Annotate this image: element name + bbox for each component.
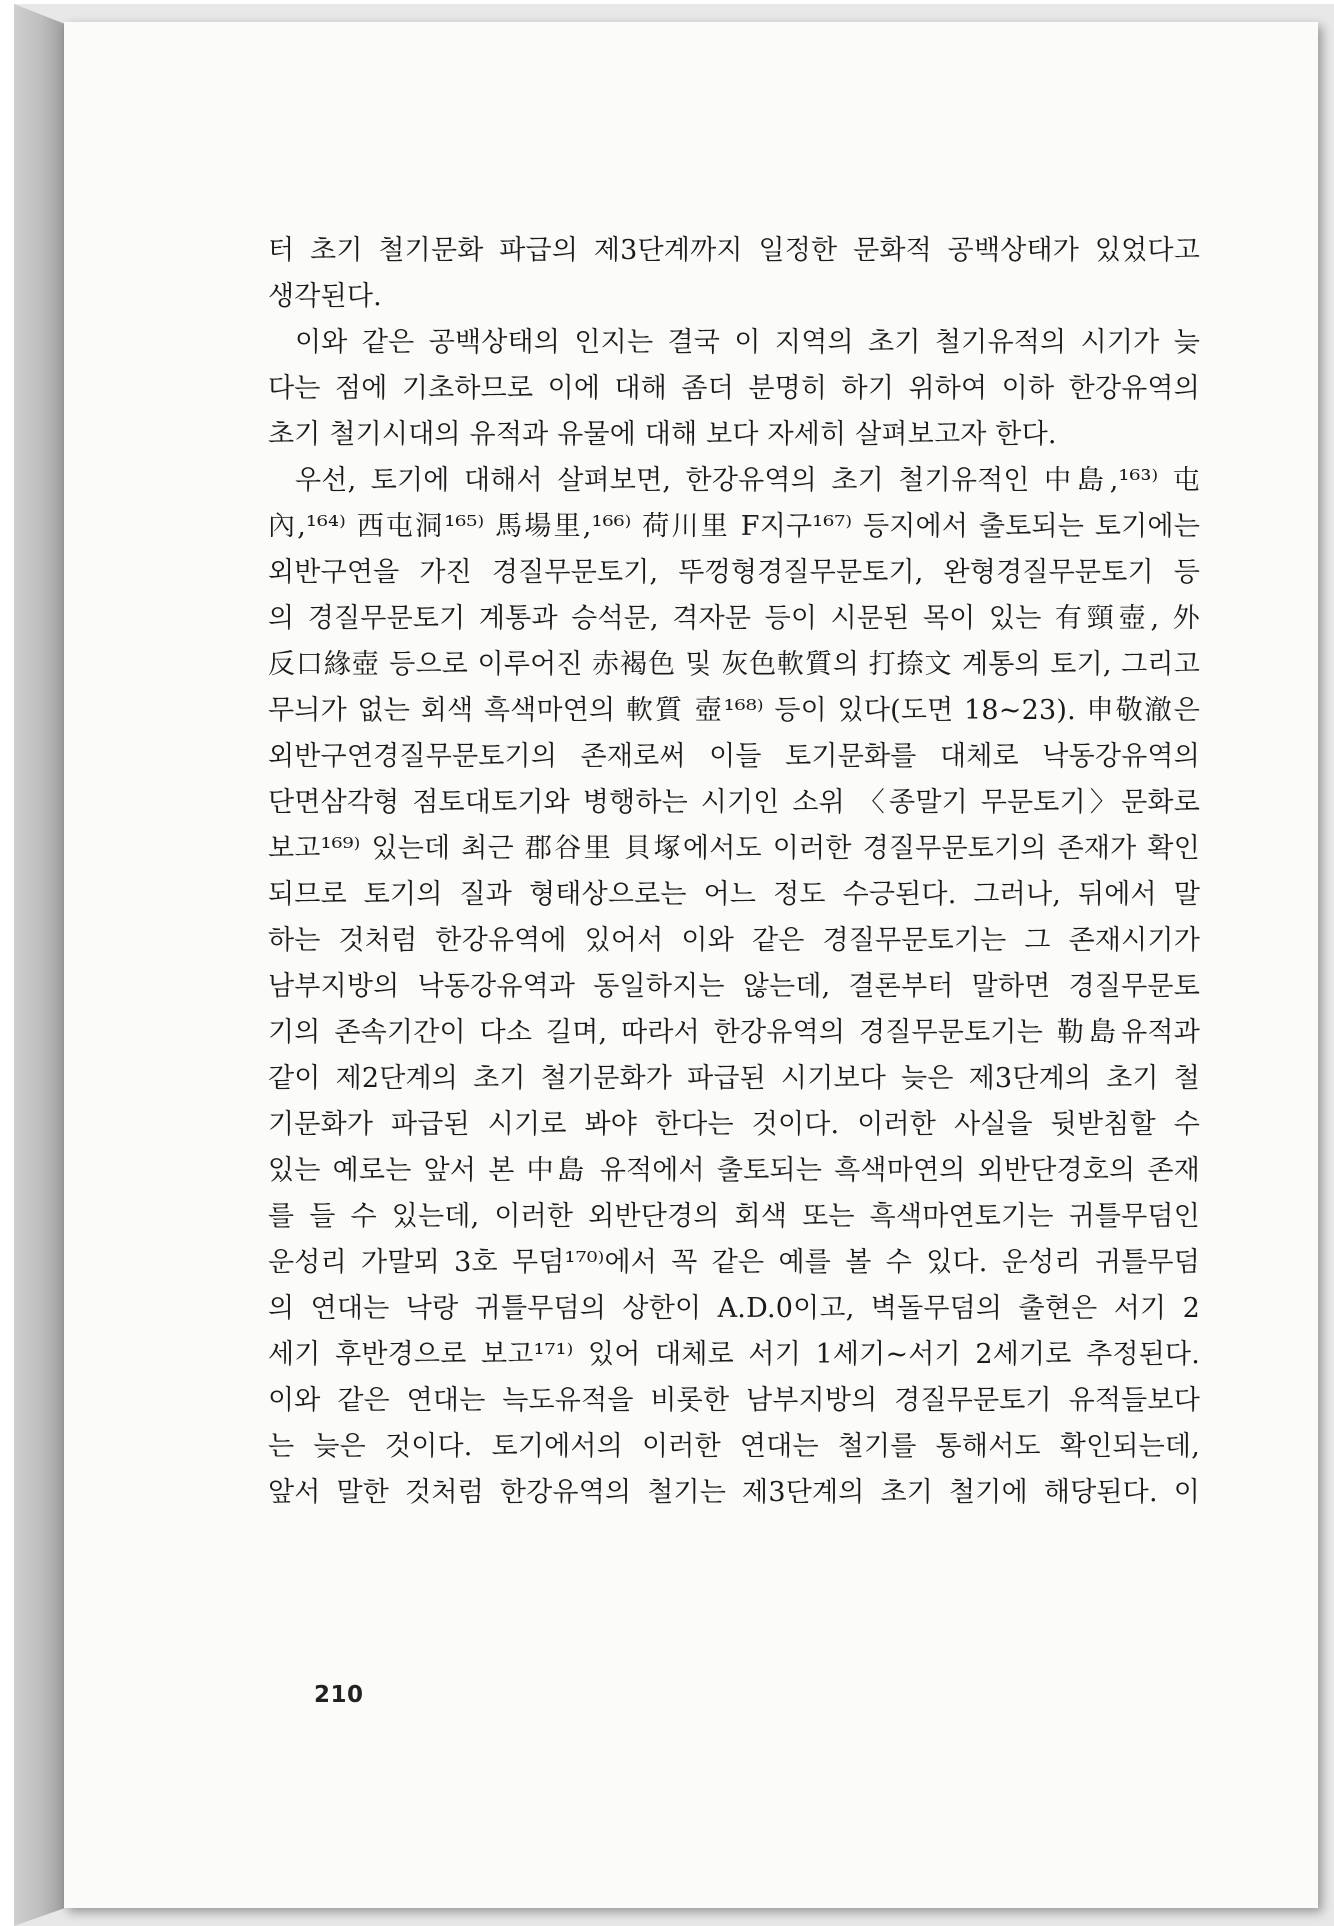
page-number: 210 <box>314 1682 364 1708</box>
text-line: 터 초기 철기문화 파급의 제3단계까지 일정한 문화적 공백상태가 있었다고 <box>268 235 1200 266</box>
text-line: 있는 예로는 앞서 본 中島 유적에서 출토되는 흑색마연의 외반단경호의 존재 <box>268 1155 1200 1186</box>
text-line: 되므로 토기의 질과 형태상으로는 어느 정도 수긍된다. 그러나, 뒤에서 말 <box>268 879 1200 910</box>
text-line: 앞서 말한 것처럼 한강유역의 철기는 제3단계의 초기 철기에 해당된다. 이 <box>268 1477 1200 1508</box>
text-line: 보고¹⁶⁹⁾ 있는데 최근 郡谷里 貝塚에서도 이러한 경질무문토기의 존재가 확인 <box>268 833 1200 864</box>
text-line: 다는 점에 기초하므로 이에 대해 좀더 분명히 하기 위하여 이하 한강유역의 <box>268 373 1200 404</box>
text-line: 우선, 토기에 대해서 살펴보면, 한강유역의 초기 철기유적인 中島,¹⁶³⁾ 屯 <box>295 465 1200 496</box>
text-line: 이와 같은 공백상태의 인지는 결국 이 지역의 초기 철기유적의 시기가 늦 <box>295 327 1200 358</box>
text-line: 內,¹⁶⁴⁾ 西屯洞¹⁶⁵⁾ 馬場里,¹⁶⁶⁾ 荷川里 F지구¹⁶⁷⁾ 등지에서 출토되는 토기에는 <box>268 511 1200 542</box>
text-line: 기의 존속기간이 다소 길며, 따라서 한강유역의 경질무문토기는 勒島유적과 <box>268 1017 1200 1048</box>
text-line: 같이 제2단계의 초기 철기문화가 파급된 시기보다 늦은 제3단계의 초기 철 <box>268 1063 1200 1094</box>
text-line: 생각된다. <box>268 281 382 312</box>
text-line: 무늬가 없는 회색 흑색마연의 軟質 壺¹⁶⁸⁾ 등이 있다(도면 18~23). 申敬澈은 <box>268 695 1200 726</box>
text-line: 하는 것처럼 한강유역에 있어서 이와 같은 경질무문토기는 그 존재시기가 <box>268 925 1200 956</box>
book-spine-edge <box>14 4 65 1926</box>
body-text <box>268 228 1200 1516</box>
text-line: 를 들 수 있는데, 이러한 외반단경의 회색 또는 흑색마연토기는 귀틀무덤인 <box>268 1201 1200 1232</box>
text-line: 외반구연을 가진 경질무문토기, 뚜껑형경질무문토기, 완형경질무문토기 등 <box>268 557 1200 588</box>
text-line: 기문화가 파급된 시기로 봐야 한다는 것이다. 이러한 사실을 뒷받침할 수 <box>268 1109 1200 1140</box>
text-line: 는 늦은 것이다. 토기에서의 이러한 연대는 철기를 통해서도 확인되는데, <box>268 1431 1200 1462</box>
text-line: 남부지방의 낙동강유역과 동일하지는 않는데, 결론부터 말하면 경질무문토 <box>268 971 1200 1002</box>
text-line: 단면삼각형 점토대토기와 병행하는 시기인 소위 〈종말기 무문토기〉문화로 <box>268 787 1200 818</box>
text-line: 외반구연경질무문토기의 존재로써 이들 토기문화를 대체로 낙동강유역의 <box>268 741 1200 772</box>
text-line: 운성리 가말뫼 3호 무덤¹⁷⁰⁾에서 꼭 같은 예를 볼 수 있다. 운성리 귀틀무덤 <box>268 1247 1200 1278</box>
text-line: 反口緣壺 등으로 이루어진 赤褐色 및 灰色軟質의 打捺文 계통의 토기, 그리고 <box>268 649 1200 680</box>
text-line: 초기 철기시대의 유적과 유물에 대해 보다 자세히 살펴보고자 한다. <box>268 419 1057 450</box>
text-line: 의 연대는 낙랑 귀틀무덤의 상한이 A.D.0이고, 벽돌무덤의 출현은 서기 2 <box>268 1293 1200 1324</box>
text-line: 세기 후반경으로 보고¹⁷¹⁾ 있어 대체로 서기 1세기~서기 2세기로 추정된다. <box>268 1339 1200 1370</box>
text-line: 이와 같은 연대는 늑도유적을 비롯한 남부지방의 경질무문토기 유적들보다 <box>268 1385 1200 1416</box>
text-line: 의 경질무문토기 계통과 승석문, 격자문 등이 시문된 목이 있는 有頸壺, 外 <box>268 603 1200 634</box>
